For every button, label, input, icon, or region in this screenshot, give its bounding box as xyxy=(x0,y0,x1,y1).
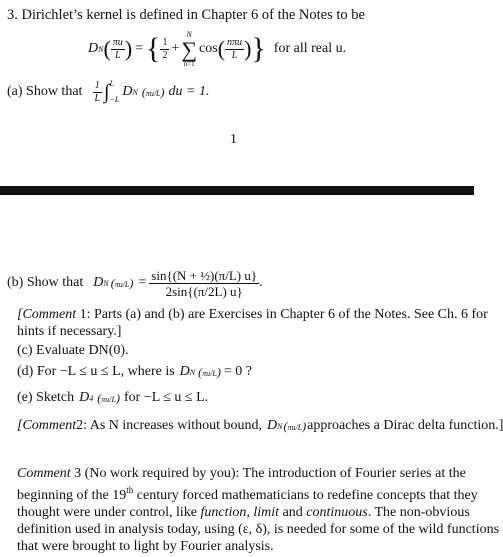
formula-paren-right: ) xyxy=(124,36,133,61)
comment-3-line2-sup: th xyxy=(126,485,134,495)
problem-heading xyxy=(7,7,365,24)
part-d xyxy=(17,364,252,380)
comment-1-line2: hints if necessary.] xyxy=(17,324,122,339)
part-d-arg: (πu/L) xyxy=(198,364,221,379)
part-b-fraction xyxy=(149,269,259,298)
page-divider xyxy=(0,186,474,195)
integral-lower: −L xyxy=(109,95,120,104)
part-d-tail: = 0 ? xyxy=(223,364,252,379)
problem-number: 3. xyxy=(7,7,18,23)
comment-3-line3-and: and xyxy=(279,505,307,520)
part-c: (c) Evaluate DN(0). xyxy=(17,343,129,358)
comment-2-tail: approaches a Dirac delta function.] xyxy=(307,418,503,433)
formula-d-symbol: D xyxy=(88,41,99,56)
formula-suffix: for all real u. xyxy=(273,41,347,56)
page-number: 1 xyxy=(230,132,237,147)
formula-sum xyxy=(181,31,197,68)
integral-upper: L xyxy=(109,79,114,88)
comment-3-line3-pre: thought were under control, like xyxy=(17,505,201,520)
part-b-d-sub: N xyxy=(103,278,109,288)
comment-2-text: 2: As N increases without bound, xyxy=(76,418,262,433)
comment-3-line3-words: function, limit xyxy=(200,505,280,520)
part-e xyxy=(17,390,208,406)
part-b-numerator: sin{(N + ½)(π/L) u} xyxy=(151,267,258,283)
formula-d-subscript: N xyxy=(98,44,104,54)
comment-2 xyxy=(17,418,503,434)
comment-3-line1: 3 (No work required by you): The introduction of Fourier series at the xyxy=(70,466,466,481)
cos-paren-left: ( xyxy=(217,36,226,61)
part-a-tail: du = 1. xyxy=(168,84,210,99)
part-e-tail: for −L ≤ u ≤ L. xyxy=(123,390,209,405)
part-e-d: D xyxy=(79,390,90,405)
comment-1-line1: 1: Parts (a) and (b) are Exercises in Chapter 6 of the Notes. See Ch. 6 for xyxy=(76,307,488,322)
comment-3-label: Comment xyxy=(17,466,71,481)
integral-symbol: ∫ xyxy=(104,80,110,103)
formula-half: $\frac{1}{2}$ xyxy=(162,36,168,61)
part-e-d-sub: 4 xyxy=(89,393,94,403)
comment-2-label: [Comment xyxy=(17,418,77,433)
comment-3-line4: definition used in analysis today, using (ε, δ), is needed for some of the wild functions xyxy=(17,522,500,537)
comment-3-line2-post: century forced mathematicians to redefine concepts that they xyxy=(133,488,478,503)
integral-limits xyxy=(109,80,119,104)
part-b-period: . xyxy=(259,275,263,290)
formula-brace-right: } xyxy=(251,32,266,65)
formula-equals: = xyxy=(135,41,144,56)
part-e-arg: (πu/L) xyxy=(97,390,120,405)
part-a-fraction: $\frac{1}{L}$ xyxy=(94,79,100,104)
comment-3-line2-pre: beginning of the 19 xyxy=(17,488,127,503)
kernel-formula xyxy=(88,24,346,74)
cos-arg-fraction: $\frac{\text{nπu}}{L}$ xyxy=(227,36,243,61)
part-b-label: (b) Show that xyxy=(7,275,84,290)
part-e-text: (e) Sketch xyxy=(17,390,75,405)
formula-brace-left: { xyxy=(146,32,161,65)
comment-2-d-sub: N xyxy=(277,421,283,431)
problem-intro: Dirichlet’s kernel is defined in Chapter 6 of the Notes to be xyxy=(21,7,365,23)
part-b xyxy=(7,264,263,302)
part-d-d-sub: N xyxy=(189,367,196,377)
sum-symbol: ∑ xyxy=(181,36,198,62)
part-a-label: (a) Show that xyxy=(7,84,83,99)
part-d-text: (d) For −L ≤ u ≤ L, where is xyxy=(17,364,175,379)
formula-paren-left: ( xyxy=(103,36,111,61)
sum-upper-limit: N xyxy=(186,29,192,39)
part-a-d: D xyxy=(122,84,133,99)
comment-2-d: D xyxy=(267,418,278,433)
part-b-arg: (πu/L) xyxy=(110,275,134,290)
formula-plus: + xyxy=(171,41,180,56)
comment-3-line3-cont: continuous xyxy=(306,505,368,520)
part-d-d: D xyxy=(179,364,190,379)
part-a-arg: (πu/L) xyxy=(141,84,165,99)
comment-3 xyxy=(17,465,499,555)
formula-arg-fraction: $\frac{\pi u}{L}$ xyxy=(112,36,123,61)
sum-lower-limit: n=1 xyxy=(183,59,195,68)
part-b-denominator: 2sin{(π/2L) u} xyxy=(165,283,243,299)
formula-cos: cos xyxy=(199,41,218,56)
part-a-d-sub: N xyxy=(132,87,138,97)
part-a xyxy=(7,74,209,110)
comment-1-label: [Comment xyxy=(17,307,77,322)
cos-paren-right: ) xyxy=(244,36,252,61)
comment-1 xyxy=(17,306,488,340)
comment-3-line5: that were brought to light by Fourier analysis. xyxy=(17,539,274,554)
part-b-equals: = xyxy=(138,275,147,290)
comment-2-arg: (πu/L) xyxy=(283,418,307,433)
comment-3-line3-post: . The non-obvious xyxy=(367,505,470,520)
part-b-d: D xyxy=(93,275,104,290)
